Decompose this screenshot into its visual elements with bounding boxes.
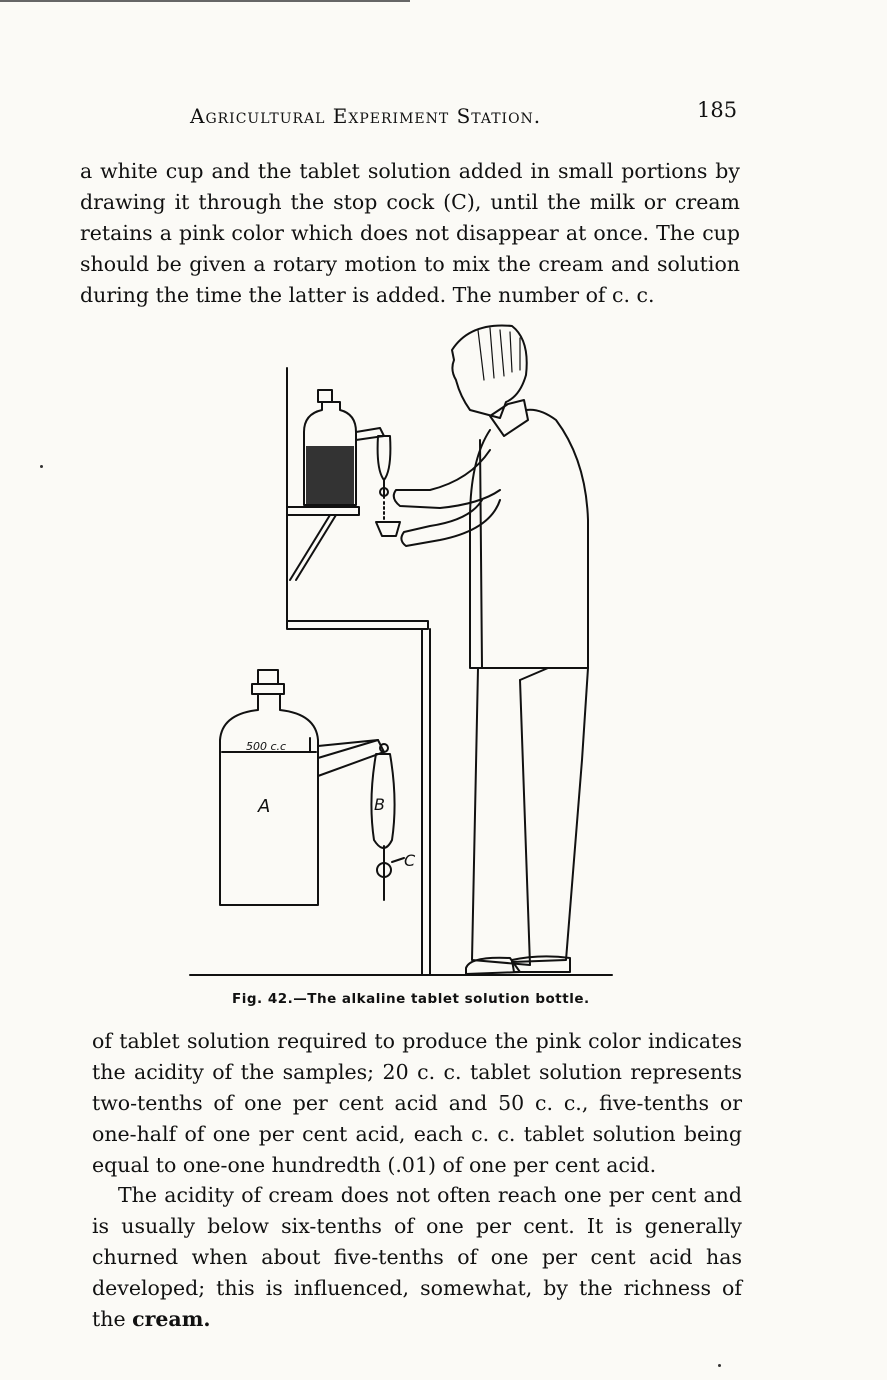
burette-b (371, 744, 404, 900)
shelf-bracket (290, 515, 330, 580)
paragraph-2: of tablet solution required to produce the pink color indicates the acidity of the samples; 20 c. c. tablet solution represents two-tenths of one per cent acid and 50 c. c., five-tenths or one-half of one per cent acid, each c. c. tablet solution being equal to one-one hundredth (.01) of one per cent acid. (92, 1029, 742, 1177)
bottle-a-label: A (258, 796, 271, 817)
large-bottle-a (220, 670, 384, 905)
running-head: Agricultural Experiment Station. (190, 104, 542, 128)
upper-shelf (287, 507, 359, 515)
paragraph-3 (92, 1180, 742, 1335)
small-bottle-liquid (306, 446, 354, 504)
volume-mark-label: 500 c.c (246, 740, 287, 753)
print-speck (40, 465, 43, 468)
tube-b-label: B (374, 795, 385, 814)
paragraph-3-end: cream. (132, 1307, 211, 1331)
page-number: 185 (697, 98, 738, 122)
paragraph-1: a white cup and the tablet solution added in small portions by drawing it through the stop cock (C), until the milk or cream retains a pink color which does not disappear at once. The cup should be given a rotary motion to mix the cream and solution during the time the latter is added. The number of c. c. (80, 159, 740, 307)
paragraph-3-main: The acidity of cream does not often reach one per cent and is usually below six-tenths of one per cent. It is generally churned when about five-tenths of one per cent acid has developed; this is influenced, somewhat, by the richness of the (92, 1183, 742, 1331)
figure-caption: Fig. 42.—The alkaline tablet solution bottle. (232, 991, 590, 1007)
print-speck (718, 1364, 721, 1367)
stopcock-c-label: C (404, 851, 416, 870)
cup (376, 522, 400, 536)
table-top (287, 621, 428, 629)
